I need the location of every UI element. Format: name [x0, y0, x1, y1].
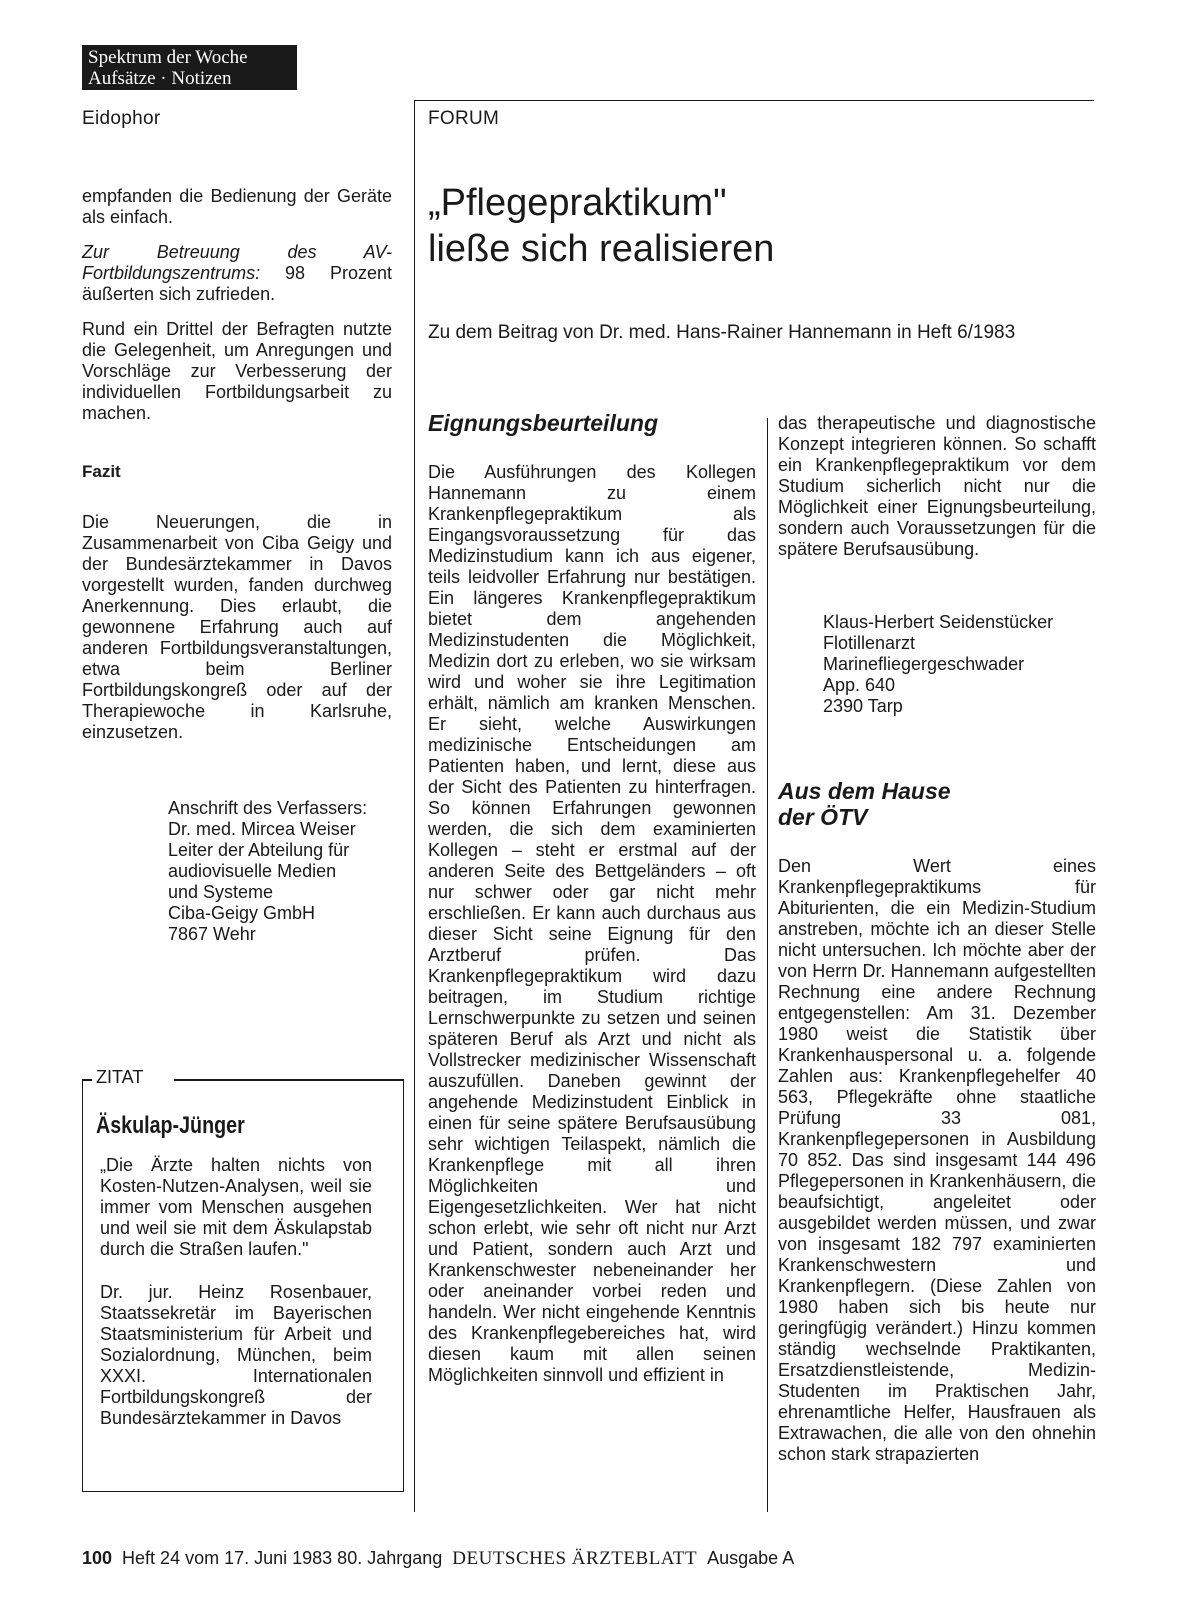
address-line: Ciba-Geigy GmbH: [168, 903, 316, 923]
article-body: Die Ausführungen des Kollegen Hannemann zu einem Krankenpflegepraktikum als Eingangsvoraussetzung für das Medizinstudium kann ich aus eigener, teils leidvoller Erfahrung nur bestätigen. Ein längeres Krankenpflegepraktikum bietet dem angehenden Medizinstudenten die Möglichkeit, Medizin dort zu erleben, wo sie wirksam wird und woher sie ihre Legitimation erhält, nämlich am kranken Menschen. Er sieht, welche Auswirkungen medizinische Entscheidungen am Patienten haben, und lernt, diese aus der Sicht des Patienten zu hinterfragen. So können Erfahrungen gewonnen werden, die sich dem examinierten Kollegen – steht er erstmal auf der anderen Seite des Bettgeländers – oft nur schwer oder gar nicht mehr erschließen. Er kann auch durchaus aus dieser Sicht seine Eignung für den Arztberuf prüfen. Das Krankenpflegepraktikum wird dazu beitragen, im Studium richtige Lernschwerpunkte zu setzen und seinen späteren Beruf als Arzt und nicht als Vollstrecker medizinischer Wissenschaft auszufüllen. Daneben gewinnt der angehende Medizinstudent Einblick in einen für seine spätere Berufsausübung sehr wichtigen Teilaspekt, nämlich die Krankenpflege mit all ihren Möglichkeiten und Eigengesetzlichkeiten. Wer hat nicht schon erlebt, wie sehr oft nicht nur Arzt und Patient, sondern auch Arzt und Krankenschwester nebeneinander her oder aneinander vorbei reden und handeln. Wer nicht eingehende Kenntnis des Krankenpflegebereiches hat, wird diesen kaum mit allen seinen Möglichkeiten sinnvoll und effizient in: [428, 462, 756, 1385]
forum-label: FORUM: [428, 108, 500, 129]
article-title-line: ließe sich realisieren: [428, 228, 775, 270]
fazit-heading: Fazit: [82, 462, 121, 481]
address-line: audiovisuelle Medien: [168, 861, 337, 881]
italic-lead: Zur Betreuung des AV-Fortbildungszentrums:: [82, 242, 392, 283]
left-paragraph: [82, 242, 392, 305]
paragraph-text: 98 Prozent äußerten sich zufrieden.: [82, 263, 392, 304]
address-line: App. 640: [823, 675, 896, 695]
article-body: Den Wert eines Krankenpflegepraktikums für Abiturienten, die ein Medizin-Studium anstreben, möchte ich an dieser Stelle nicht untersuchen. Ich möchte aber der von Herrn Dr. Hannemann aufgestellten Rechnung eine andere Rechnung entgegenstellen: Am 31. Dezember 1980 weist die Statistik über Krankenhauspersonal u. a. folgende Zahlen aus: Krankenpflegehelfer 40 563, Pflegekräfte ohne staatliche Prüfung 33 081, Krankenpflegepersonen in Ausbildung 70 852. Das sind insgesamt 144 496 Pflegepersonen in Krankenhäusern, die beaufsichtigt, angeleitet oder ausgebildet werden müssen, und zwar von insgesamt 182 797 examinierten Krankenschwestern und Krankenpflegern. (Diese Zahlen von 1980 haben sich bis heute nur geringfügig verändert.) Hinzu kommen ständig wechselnde Praktikanten, Ersatzdienstleistende, Medizin-Studenten im Praktischen Jahr, ehrenamtliche Helfer, Hausfrauen als Extrawachen, die alle von den ohnehin schon stark strapazierten: [778, 856, 1096, 1464]
author-address: [168, 798, 367, 945]
address-line: Anschrift des Verfassers:: [168, 798, 368, 818]
left-section-label: Eidophor: [82, 108, 161, 129]
zitat-box-top-rule: [174, 1079, 403, 1081]
address-line: 2390 Tarp: [823, 696, 903, 716]
edition-label: Ausgabe A: [707, 1548, 795, 1568]
left-paragraph: empfanden die Bedienung der Geräte als einfach.: [82, 186, 392, 227]
top-rule: [414, 100, 1094, 101]
section-header-box: [82, 45, 297, 90]
journal-name: DEUTSCHES ÄRZTEBLATT: [452, 1548, 698, 1569]
address-line: 7867 Wehr: [168, 924, 256, 944]
zitat-heading: Äskulap-Jünger: [96, 1112, 245, 1139]
left-paragraph: Rund ein Drittel der Befragten nutzte die Gelegenheit, um Anregungen und Vorschläge zur Verbesserung der individuellen Fortbildungsarbeit zu machen.: [82, 319, 392, 423]
column-divider-right: [767, 418, 768, 1512]
right-column: [778, 413, 1096, 574]
article-body: das therapeutische und diagnostische Konzept integrieren können. So schafft ein Krankenpflegepraktikum vor dem Studium sicherlich nicht nur die Möglichkeit einer Eignungsbeurteilung, sondern auch Voraussetzungen für die spätere Berufsausübung.: [778, 413, 1096, 559]
zitat-quote: „Die Ärzte halten nichts von Kosten-Nutzen-Analysen, weil sie immer vom Menschen ausgehen und weil sie mit dem Äskulapstab durch die Straßen laufen.": [100, 1155, 372, 1259]
article-title-line: „Pflegepraktikum": [428, 182, 727, 224]
letter-signature: [823, 612, 1053, 717]
left-paragraph: Die Neuerungen, die in Zusammenarbeit von Ciba Geigy und der Bundesärztekammer in Davos vorgestellt wurden, fanden durchweg Anerkennung. Dies erlaubt, die gewonnene Erfahrung auch auf anderen Fortbildungsveranstaltungen, etwa beim Berliner Fortbildungskongreß oder auf der Therapiewoche in Karlsruhe, einzusetzen.: [82, 512, 392, 742]
middle-column: [428, 410, 756, 1400]
zitat-label: ZITAT: [96, 1067, 144, 1087]
section-header-line1: Spektrum der Woche: [88, 47, 248, 68]
left-column: [82, 186, 392, 757]
column-divider-left: [414, 100, 415, 1512]
address-line: Klaus-Herbert Seidenstücker: [823, 612, 1054, 632]
issue-info: Heft 24 vom 17. Juni 1983 80. Jahrgang: [122, 1548, 443, 1568]
oetv-heading: Aus dem Hause der ÖTV: [778, 778, 951, 830]
address-line: Marinefliegergeschwader: [823, 654, 1025, 674]
zitat-content: [100, 1155, 372, 1443]
zitat-box-top-rule: [82, 1079, 92, 1081]
right-column-lower: [778, 778, 1096, 1479]
zitat-source: Dr. jur. Heinz Rosenbauer, Staatssekretär im Bayerischen Staatsministerium für Arbeit und Sozialordnung, München, beim XXXI. Internationalen Fortbildungskongreß der Bundesärztekammer in Davos: [100, 1282, 372, 1428]
article-title: [428, 180, 774, 272]
address-line: Leiter der Abteilung für: [168, 840, 350, 860]
page-number: 100: [82, 1548, 113, 1568]
eignung-heading: Eignungsbeurteilung: [428, 410, 658, 436]
address-line: und Systeme: [168, 882, 274, 902]
article-subtitle: Zu dem Beitrag von Dr. med. Hans-Rainer Hannemann in Heft 6/1983: [428, 322, 1016, 343]
address-line: Dr. med. Mircea Weiser: [168, 819, 356, 839]
page-footer: [82, 1548, 794, 1570]
section-header-line2: Aufsätze · Notizen: [88, 68, 232, 89]
address-line: Flotillenarzt: [823, 633, 916, 653]
